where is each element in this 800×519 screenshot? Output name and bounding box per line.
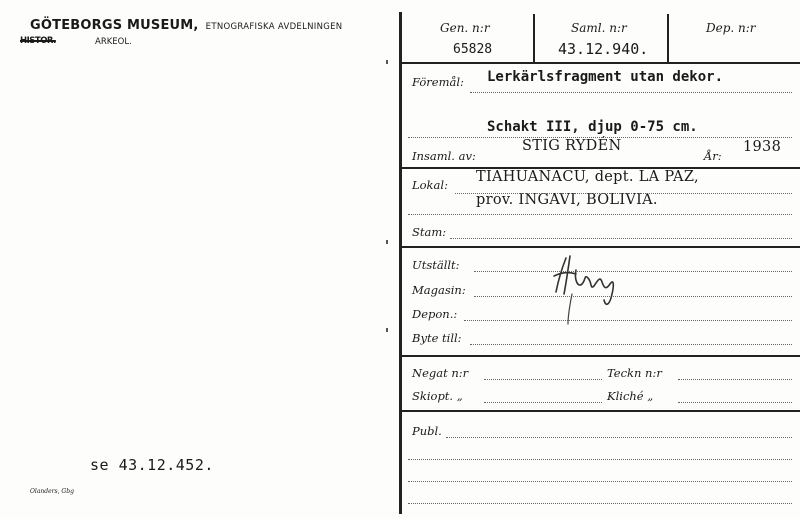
negat-label: Negat n:r: [412, 366, 469, 380]
publ-label: Publ.: [412, 424, 442, 438]
kliche-label: Kliché „: [607, 389, 654, 403]
photo-rule: [400, 410, 800, 412]
insaml-value: STIG RYDÉN: [522, 138, 622, 154]
stam-rule: [400, 246, 800, 248]
edge-tick: [386, 328, 388, 332]
lokal-line-b: [408, 214, 792, 215]
negat-line: [484, 379, 602, 380]
printer-mark: Olanders, Gbg: [30, 488, 74, 495]
header-divider-1: [533, 14, 535, 62]
gen-value: 65828: [453, 42, 493, 57]
museum-name: GÖTEBORGS MUSEUM,: [30, 18, 199, 33]
lokal-line: [455, 193, 792, 194]
dep-label: Dep. n:r: [706, 21, 756, 35]
gen-label: Gen. n:r: [440, 21, 490, 35]
department-name: ETNOGRAFISKA AVDELNINGEN: [205, 22, 343, 32]
depon-label: Depon.:: [412, 307, 458, 321]
byte-label: Byte till:: [412, 331, 462, 345]
teckn-label: Teckn n:r: [607, 366, 662, 380]
arkeol-label: ARKEOL.: [95, 37, 132, 47]
insaml-label: Insaml. av:: [412, 149, 476, 163]
saml-label: Saml. n:r: [571, 21, 627, 35]
publ-line-2: [408, 459, 792, 460]
publ-line-3: [408, 481, 792, 482]
panel-left-border: [399, 12, 402, 514]
struck-text: HISTOR.: [20, 36, 56, 46]
skiopt-line: [484, 402, 602, 403]
teckn-line: [678, 379, 792, 380]
schakt-value: Schakt III, djup 0-75 cm.: [487, 119, 698, 135]
handwritten-signature: [548, 250, 638, 330]
byte-rule: [400, 355, 800, 357]
foremal-label: Föremål:: [412, 75, 464, 89]
see-reference: se 43.12.452.: [90, 456, 214, 474]
museum-header: [30, 14, 342, 33]
edge-tick: [386, 240, 388, 244]
byte-line: [470, 344, 792, 345]
header-divider-2: [667, 14, 669, 62]
kliche-line: [678, 402, 792, 403]
publ-line-1: [446, 437, 792, 438]
publ-line-4: [408, 503, 792, 504]
struck-section: [20, 36, 56, 46]
magasin-label: Magasin:: [412, 283, 466, 297]
stam-label: Stam:: [412, 225, 447, 239]
foremal-value: Lerkärlsfragment utan dekor.: [487, 69, 724, 85]
saml-value: 43.12.940.: [558, 40, 649, 58]
utstallt-label: Utställt:: [412, 258, 460, 272]
edge-tick: [386, 60, 388, 64]
ar-label: År:: [704, 149, 722, 163]
lokal-label: Lokal:: [412, 178, 448, 192]
lokal-line-2: prov. INGAVI, BOLIVIA.: [476, 192, 658, 208]
skiopt-label: Skiopt. „: [412, 389, 463, 403]
stam-line: [450, 238, 792, 239]
header-bottom-rule: [400, 62, 800, 64]
lokal-line-1: TIAHUANACU, dept. LA PAZ,: [476, 169, 699, 185]
foremal-line: [470, 92, 792, 93]
ar-value: 1938: [743, 139, 782, 155]
